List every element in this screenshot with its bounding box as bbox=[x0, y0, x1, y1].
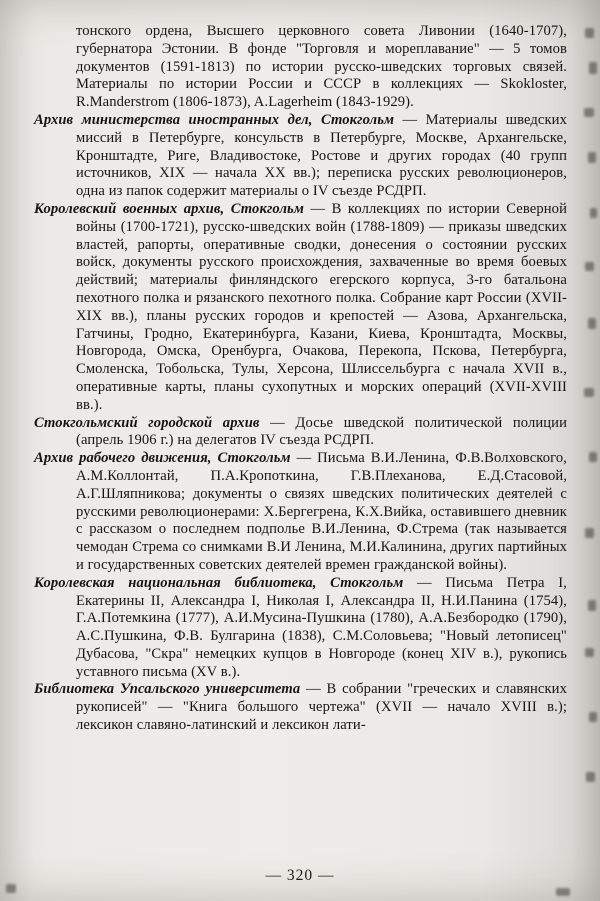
scan-artifact bbox=[584, 388, 594, 397]
scan-artifact bbox=[586, 772, 595, 782]
archive-name: Архив рабочего движения, Стокгольм bbox=[34, 450, 291, 467]
paragraph-text: тонского ордена, Высшего церковного совета Ливонии (1640-1707), губернатора Эстонии. В фонде "Торговля и мореплавание" — 5 томов документов (1591-1813) по истории русско-шведских торговых связей. Материалы по истории России и СССР в коллекциях — Skokloster, R.Manderstrom (1806-1873), A.Lagerheim (1843-1929). bbox=[76, 23, 567, 111]
scan-artifact bbox=[589, 452, 597, 462]
paragraph-text: — В собрании "греческих и славянских рукописей" — "Книга большого чертежа" (XVII — начало XVIII в.); лексикон славяно-латинский и лексикон лати- bbox=[76, 681, 567, 734]
paragraph-royal-military-archive bbox=[34, 201, 567, 415]
scan-artifact bbox=[585, 648, 594, 657]
paragraph-text: — Письма Петра I, Екатерины II, Александра I, Николая I, Александра II, Н.И.Панина (1754), Г.А.Потемкина (1777), А.И.Мусина-Пушкина (1780), А.А.Безбородко (1790), А.С.Пушкина, Ф.В. Булгарина (1838), С.М.Соловьева; "Новый летописец" Дубасова, "Скра" немецких купцов в Новгороде (конец XIV в.), рукопись уставного письма (XV в.). bbox=[76, 574, 568, 680]
archive-name: Архив министерства иностранных дел, Стокгольм bbox=[34, 111, 395, 128]
scan-artifact bbox=[585, 528, 594, 538]
scan-artifact bbox=[588, 600, 596, 611]
paragraph-stockholm-city-archive bbox=[34, 415, 567, 451]
paragraph-text: — Досье шведской политической полиции (апрель 1906 г.) на делегатов IV съезда РСДРП. bbox=[76, 414, 567, 449]
paragraph-text: — Материалы шведских миссий в Петербурге, консульств в Петербурге, Москве, Архангельске, Кронштадте, Риге, Владивостоке, Ростове и других городах (40 групп источников, XIX — начала XX вв.); переписка русских революционеров, одна из папок содержит материалы о IV съезде РСДРП. bbox=[76, 111, 567, 200]
paragraph-uppsala-university-library bbox=[34, 681, 567, 734]
scan-artifact bbox=[585, 28, 594, 38]
paragraph-archive-mid bbox=[34, 112, 567, 201]
scan-artifact bbox=[588, 152, 596, 163]
scan-artifact bbox=[589, 712, 597, 722]
paragraph-labour-movement-archive bbox=[34, 450, 567, 575]
scan-artifact bbox=[556, 888, 570, 896]
scan-artifact bbox=[590, 208, 597, 218]
scan-artifact bbox=[584, 108, 594, 117]
scan-artifact bbox=[589, 62, 597, 74]
text-block bbox=[34, 23, 567, 735]
paragraph-royal-national-library bbox=[34, 575, 567, 682]
scan-artifact bbox=[585, 262, 594, 271]
paragraph-continuation bbox=[34, 23, 567, 112]
archive-name: Королевский военных архив, Стокгольм bbox=[34, 200, 304, 217]
scan-artifact bbox=[6, 884, 16, 893]
archive-name: Стокгольмский городской архив bbox=[34, 414, 260, 431]
paragraph-text: — Письма В.И.Ленина, Ф.В.Волховского, А.М.Коллонтай, П.А.Кропоткина, Г.В.Плеханова, Е.Д.Стасовой, А.Г.Шляпникова; документы о связях шведских политических деятелей с русскими революционерами: Х.Бергегрена, К.Х.Вийка, оставившего дневник с рассказом о последнем подполье В.И.Ленина, Ф.Стрема (так называется чемодан Стрема со снимками В.И Ленина, М.И.Калинина, других партийных и государственных советских деятелей времен гражданской войны). bbox=[76, 450, 568, 573]
archive-name: Библиотека Упсальского университета bbox=[34, 681, 301, 698]
page-number: — 320 — bbox=[265, 867, 335, 884]
archive-name: Королевская национальная библиотека, Стокгольм bbox=[34, 574, 404, 591]
paragraph-text: — В коллекциях по истории Северной войны (1700-1721), русско-шведских войн (1788-1809) — приказы шведских властей, рапорты, оперативные сводки, донесения о состоянии русских войск, документы русского происхождения, захваченные во время боевых действий; материалы финляндского егерского корпуса, 3-го батальона пехотного полка и рязанского пехотного полка. Собрание карт России (XVII-XIX вв.), планы русских городов и крепостей — Азова, Архангельска, Гатчины, Гродно, Екатеринбурга, Казани, Киева, Кронштадта, Москвы, Новгорода, Омска, Оренбурга, Очакова, Перекопа, Пскова, Петербурга, Смоленска, Тобольска, Тулы, Херсона, Шлиссельбурга с начала XVII в., оперативные карты, планы сухопутных и морских операций (XVII-XVIII вв.). bbox=[76, 200, 567, 413]
scan-artifact bbox=[588, 318, 596, 329]
